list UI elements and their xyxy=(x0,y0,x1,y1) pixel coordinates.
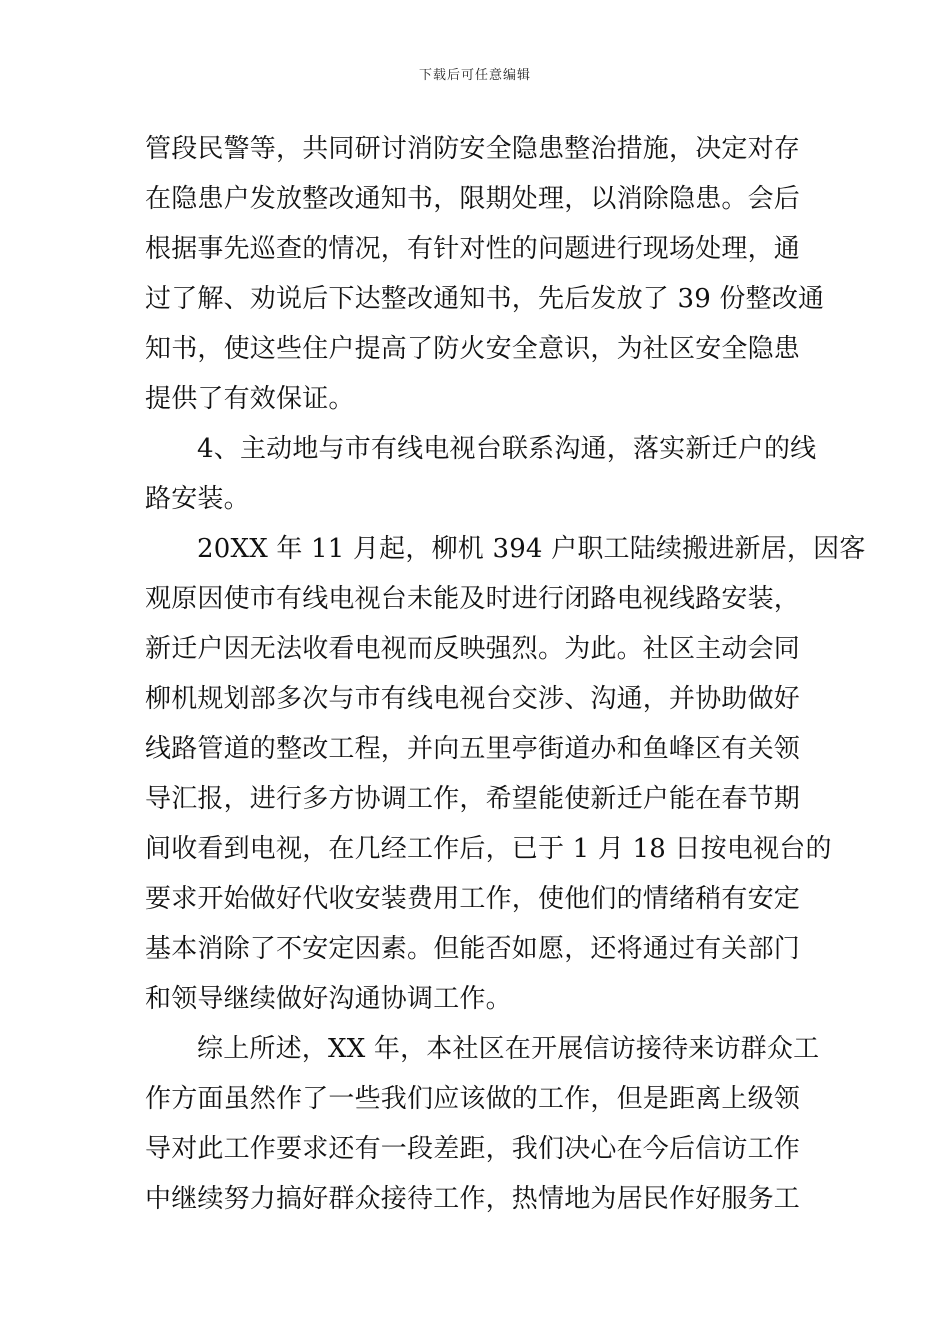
body-line: 根据事先巡查的情况，有针对性的问题进行现场处理，通 xyxy=(145,234,801,264)
body-line: 间收看到电视，在几经工作后，已于 1 月 18 日按电视台的 xyxy=(145,834,832,864)
body-line: 提供了有效保证。 xyxy=(145,384,355,414)
body-line: 管段民警等，共同研讨消防安全隐患整治措施，决定对存 xyxy=(145,134,801,164)
body-line: 导对此工作要求还有一段差距，我们决心在今后信访工作 xyxy=(145,1134,801,1164)
body-line: 20XX 年 11 月起，柳机 394 户职工陆续搬进新居，因客 xyxy=(197,534,866,564)
body-line: 过了解、劝说后下达整改通知书，先后发放了 39 份整改通 xyxy=(145,284,825,314)
body-line: 要求开始做好代收安装费用工作，使他们的情绪稍有安定 xyxy=(145,884,801,914)
body-line: 4、主动地与市有线电视台联系沟通，落实新迁户的线 xyxy=(197,434,817,464)
body-line: 综上所述，XX 年，本社区在开展信访接待来访群众工 xyxy=(197,1034,820,1064)
page-header: 下载后可任意编辑 xyxy=(418,68,531,83)
body-line: 知书，使这些住户提高了防火安全意识，为社区安全隐患 xyxy=(145,334,801,364)
body-line: 中继续努力搞好群众接待工作，热情地为居民作好服务工 xyxy=(145,1184,801,1214)
body-line: 基本消除了不安定因素。但能否如愿，还将通过有关部门 xyxy=(145,934,801,964)
body-line: 导汇报，进行多方协调工作，希望能使新迁户能在春节期 xyxy=(145,784,801,814)
body-line: 观原因使市有线电视台未能及时进行闭路电视线路安装， xyxy=(145,584,801,614)
body-line: 线路管道的整改工程，并向五里亭街道办和鱼峰区有关领 xyxy=(145,734,801,764)
body-line: 路安装。 xyxy=(145,484,250,514)
body-line: 在隐患户发放整改通知书，限期处理，以消除隐患。会后 xyxy=(145,184,801,214)
body-line: 作方面虽然作了一些我们应该做的工作，但是距离上级领 xyxy=(145,1084,801,1114)
body-line: 新迁户因无法收看电视而反映强烈。为此。社区主动会同 xyxy=(145,634,801,664)
body-line: 和领导继续做好沟通协调工作。 xyxy=(145,984,512,1014)
body-line: 柳机规划部多次与市有线电视台交涉、沟通，并协助做好 xyxy=(145,684,801,714)
